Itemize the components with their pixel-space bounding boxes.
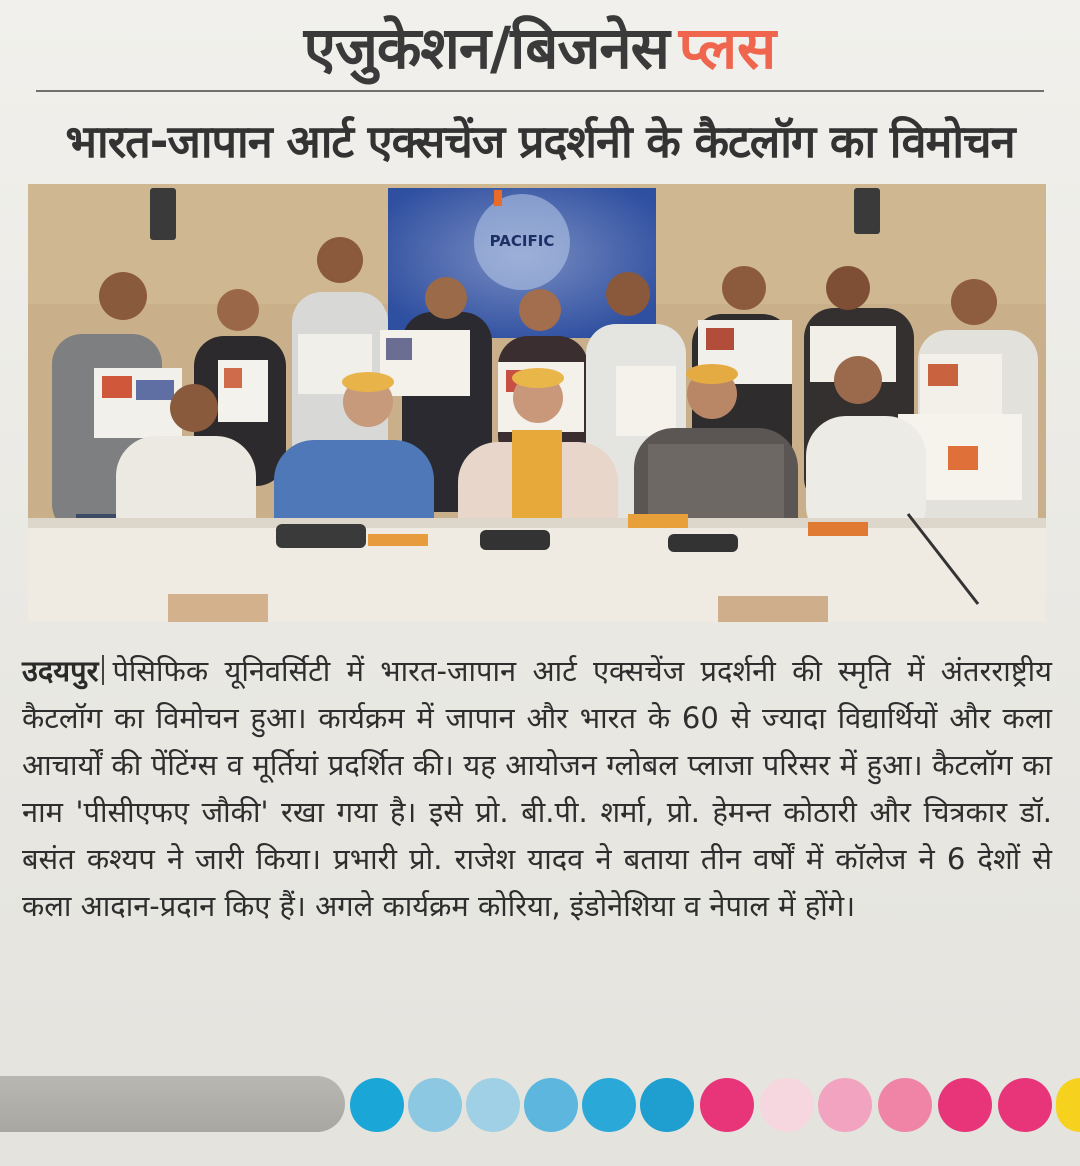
news-photo — [28, 184, 1046, 622]
article-text: पेसिफिक यूनिवर्सिटी में भारत-जापान आर्ट एक्सचेंज प्रदर्शनी की स्मृति में अंतरराष्ट्रीय कैटलॉग का विमोचन हुआ। कार्यक्रम में जापान और भारत के 60 से ज्यादा विद्यार्थियों और कला आचार्यों की पेंटिंग्स व मूर्तियां प्रदर्शित की। यह आयोजन ग्लोबल प्लाजा परिसर में हुआ। कैटलॉग का नाम 'पीसीएफए जौकी' रखा गया है। इसे प्रो. बी.पी. शर्मा, प्रो. हेमन्त कोठारी और चित्रकार डॉ. बसंत कश्यप ने जारी किया। प्रभारी प्रो. राजेश यादव ने बताया तीन वर्षों में कॉलेज ने 6 देशों से कला आदान-प्रदान किए हैं। अगले कार्यक्रम कोरिया, इंडोनेशिया व नेपाल में होंगे। — [22, 654, 1052, 923]
wall-speaker-left — [150, 188, 176, 240]
cyan-dot — [524, 1078, 578, 1132]
cyan-dot — [582, 1078, 636, 1132]
pink-dot — [760, 1078, 814, 1132]
printer-color-strip — [0, 1064, 1080, 1166]
cyan-dot — [350, 1078, 404, 1132]
plus-tag: प्लस — [678, 14, 777, 82]
section-title: एजुकेशन/बिजनेस — [303, 14, 669, 82]
article-body — [22, 648, 1052, 930]
yellow-dot — [1056, 1078, 1080, 1132]
magenta-dot — [700, 1078, 754, 1132]
magenta-dot — [938, 1078, 992, 1132]
grey-registration-bar — [0, 1076, 345, 1132]
section-masthead — [0, 8, 1080, 88]
magenta-dot — [998, 1078, 1052, 1132]
table — [28, 514, 1046, 622]
light-cyan-dot — [466, 1078, 520, 1132]
photo-illustration — [28, 184, 1046, 622]
light-cyan-dot — [408, 1078, 462, 1132]
dateline: उदयपुर — [22, 654, 99, 688]
pink-dot — [878, 1078, 932, 1132]
dateline-separator — [102, 655, 104, 685]
wall-speaker-right — [854, 188, 880, 234]
cyan-dot — [640, 1078, 694, 1132]
masthead-rule — [36, 90, 1044, 92]
banner-text: PACIFIC — [489, 232, 555, 250]
pink-dot — [818, 1078, 872, 1132]
article-headline: भारत-जापान आर्ट एक्सचेंज प्रदर्शनी के कैटलॉग का विमोचन — [65, 115, 1015, 168]
